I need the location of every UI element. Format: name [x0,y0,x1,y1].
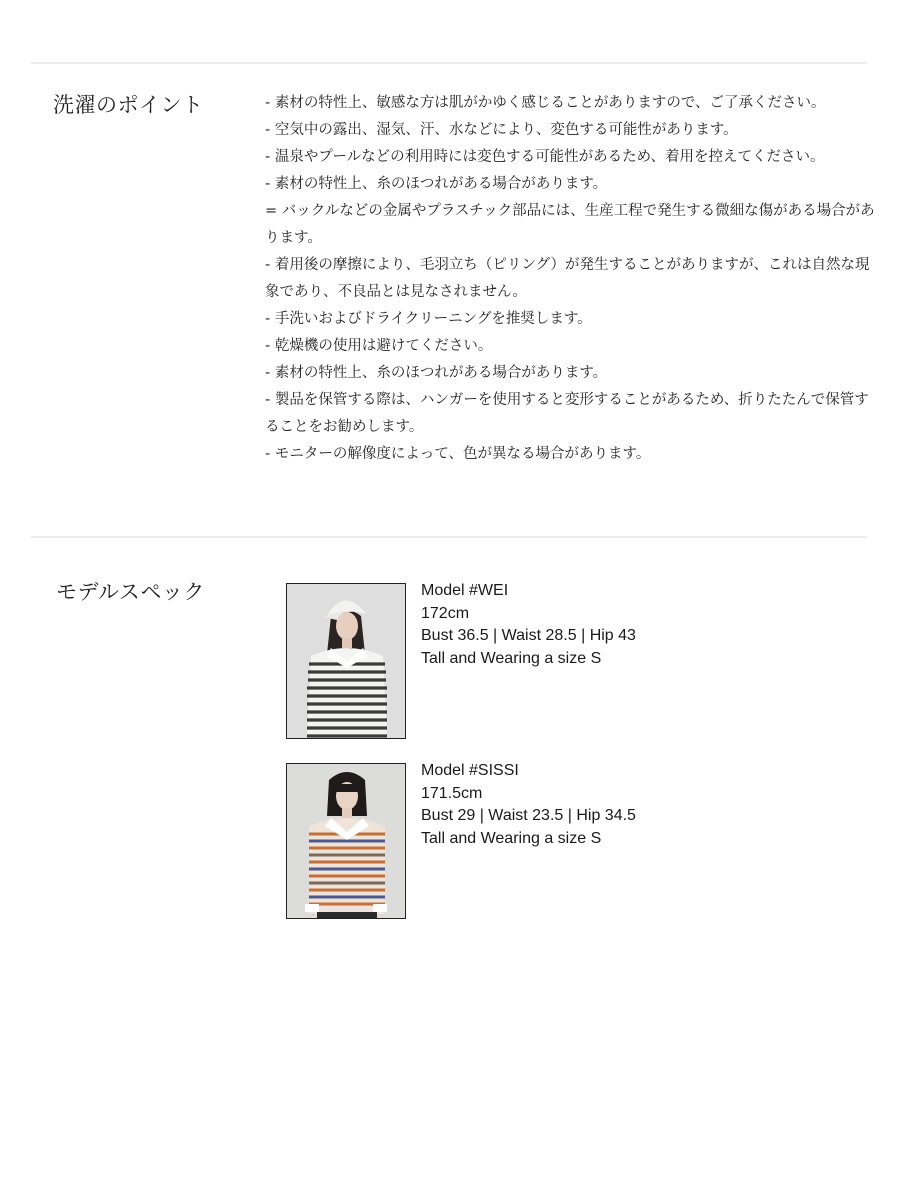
care-item: - 着用後の摩擦により、毛羽立ち（ピリング）が発生することがありますが、これは自然な現象であり、不良品とは見なされません。 [265,257,870,300]
model-measurements: Bust 29 | Waist 23.5 | Hip 34.5 [421,807,636,824]
care-item: - 素材の特性上、糸のほつれがある場合があります。 [265,176,608,192]
care-item: - 素材の特性上、敏感な方は肌がかゆく感じることがありますので、ご了承ください。 [265,95,826,111]
model-measurements: Bust 36.5 | Waist 28.5 | Hip 43 [421,627,636,644]
model-card-sissi [286,763,646,919]
model-image-icon [287,764,405,918]
model-photo-wei [286,583,406,739]
care-item: - 乾燥機の使用は避けてください。 [265,338,493,354]
care-instructions-list [265,90,877,468]
model-info-wei [421,580,636,670]
care-item: - 空気中の露出、湿気、汗、水などにより、変色する可能性があります。 [265,122,738,138]
model-section-title: モデルスペック [56,580,205,604]
top-divider [31,62,867,64]
model-height: 171.5cm [421,784,483,802]
care-item: = バックルなどの金属やプラスチック部品には、生産工程で発生する微細な傷がある場合があります。 [265,203,875,246]
care-item: - モニターの解像度によって、色が異なる場合があります。 [265,446,651,462]
care-section-title: 洗濯のポイント [53,93,204,117]
model-name: Model #SISSI [421,762,519,779]
care-item: - 素材の特性上、糸のほつれがある場合があります。 [265,365,608,381]
model-size-note: Tall and Wearing a size S [421,829,602,847]
care-item: - 手洗いおよびドライクリーニングを推奨します。 [265,311,592,327]
care-item: - 温泉やプールなどの利用時には変色する可能性があるため、着用を控えてください。 [265,149,825,165]
model-height: 172cm [421,604,470,622]
model-image-icon [287,584,405,738]
middle-divider [31,536,867,538]
model-photo-sissi [286,763,406,919]
model-name: Model #WEI [421,582,509,599]
model-info-sissi [421,760,636,850]
model-size-note: Tall and Wearing a size S [421,649,602,667]
model-card-wei [286,583,646,739]
care-item: - 製品を保管する際は、ハンガーを使用すると変形することがあるため、折りたたんで保管することをお勧めします。 [265,392,869,435]
